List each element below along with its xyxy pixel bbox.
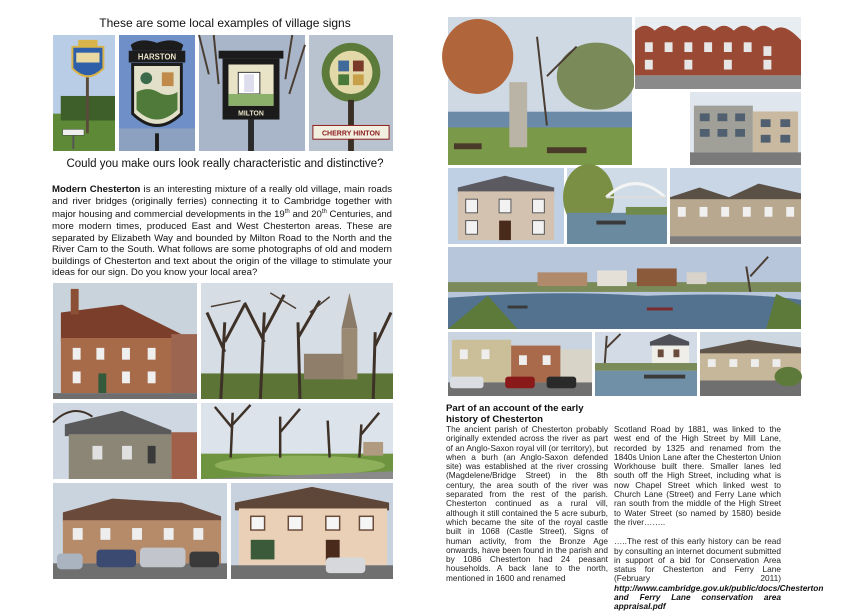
village-sign-photo-3 [198, 34, 306, 152]
village-sign-photo-1 [52, 34, 116, 152]
photo-half-timbered-house [230, 482, 394, 580]
photo-river-bridge-trees [447, 16, 633, 166]
intro-lead: Modern Chesterton [52, 184, 141, 195]
intro-text-3: Centuries, and more modern times, produced East and West Chesterton areas. These are separated by Elizabeth Way and bounded by Milton Road to the North and the River Cam to the South. What follows are some photographs of old and modern buildings of Chesterton and text about the origin of the village to stimulate your ideas for our sign. Do you know your local area? [52, 209, 392, 279]
photo-church-trees [200, 282, 394, 400]
history-article-title: Part of an account of the early history of Chesterton [446, 403, 584, 425]
sign-label-milton: MILTON [238, 110, 264, 118]
photo-village-green [200, 402, 394, 480]
intro-text-1: is an interesting mixture of a really old village, main roads and river bridges (originally ferries) connecting it to Cambridge together with major housing and commercial developments in the 19 [52, 184, 392, 221]
village-signs-question: Could you make ours look really characteristic and distinctive? [66, 158, 384, 170]
sign-label-cherry-hinton: CHERRY HINTON [321, 130, 381, 138]
photo-street-parked-cars [447, 331, 593, 397]
photo-residential-street [699, 331, 802, 397]
village-sign-photo-4 [308, 34, 394, 152]
village-signs-heading: These are some local examples of village signs [99, 16, 351, 30]
history-column-b [614, 424, 824, 612]
village-sign-photo-2 [118, 34, 196, 152]
photo-street-houses [52, 482, 228, 580]
photo-modern-brick-block [634, 16, 802, 90]
left-page [0, 0, 421, 596]
photo-modern-apartments [689, 91, 802, 166]
photo-riverside-house [594, 331, 698, 397]
intro-paragraph [52, 184, 392, 279]
intro-text-2: and 20 [289, 209, 322, 221]
history-column-b-para2-text: …..The rest of this early history can be read by consulting an internet document submitted in support of a bid for Conservation Area status for Chesterton and Ferry Lane (February 2011) [614, 536, 781, 584]
intro-sup-2: th [321, 209, 327, 216]
history-column-a: The ancient parish of Chesterton probably originally extended across the river as part of an Anglo-Saxon royal vill (or territory), but when a burh (an Anglo-Saxon defended site) was established at the river crossing (Magdelene/Bridge Street) in the 8th century, the area south of the river was separated from the rest of the parish. Chesterton continued as a rural vill, although it still contained the 5 acre suburb, which became the site of the royal castle built in 1068 (Castle Street). Signs of human activity, from the Bronze Age onwards, have been found in the parish and by 1086 Chesterton had 24 peasant households. A back lane to the north, mentioned in 1600 and renamed [446, 424, 608, 583]
photo-river-panorama [447, 246, 802, 330]
photo-stone-tower [52, 402, 198, 480]
conservation-appraisal-link[interactable]: http://www.cambridge.gov.uk/public/docs/Chesterton and Ferry Lane conservation area appraisal.pdf [614, 582, 824, 612]
photo-terraced-houses [669, 167, 802, 245]
sign-label-harston: HARSTON [137, 52, 177, 62]
photo-pub-building [447, 167, 565, 245]
intro-sup-1: th [284, 209, 290, 216]
history-column-b-para1: Scotland Road by 1881, was linked to the west end of the High Street by Mill Lane, recorded by 1325 and renamed from the 1840s Union Lane after the Chesterton Union Workhouse built there. Smaller lanes led south off the High Street, including what is now Chapel Street which linked west to Church Lane (Street) and Ferry Lane which ran south from the middle of the High Street to Water Street (so named by 1580) beside the river…….. [614, 424, 781, 527]
photo-river-footbridge [566, 167, 668, 245]
photo-old-brick-house [52, 282, 198, 400]
history-column-b-para2 [614, 536, 824, 612]
